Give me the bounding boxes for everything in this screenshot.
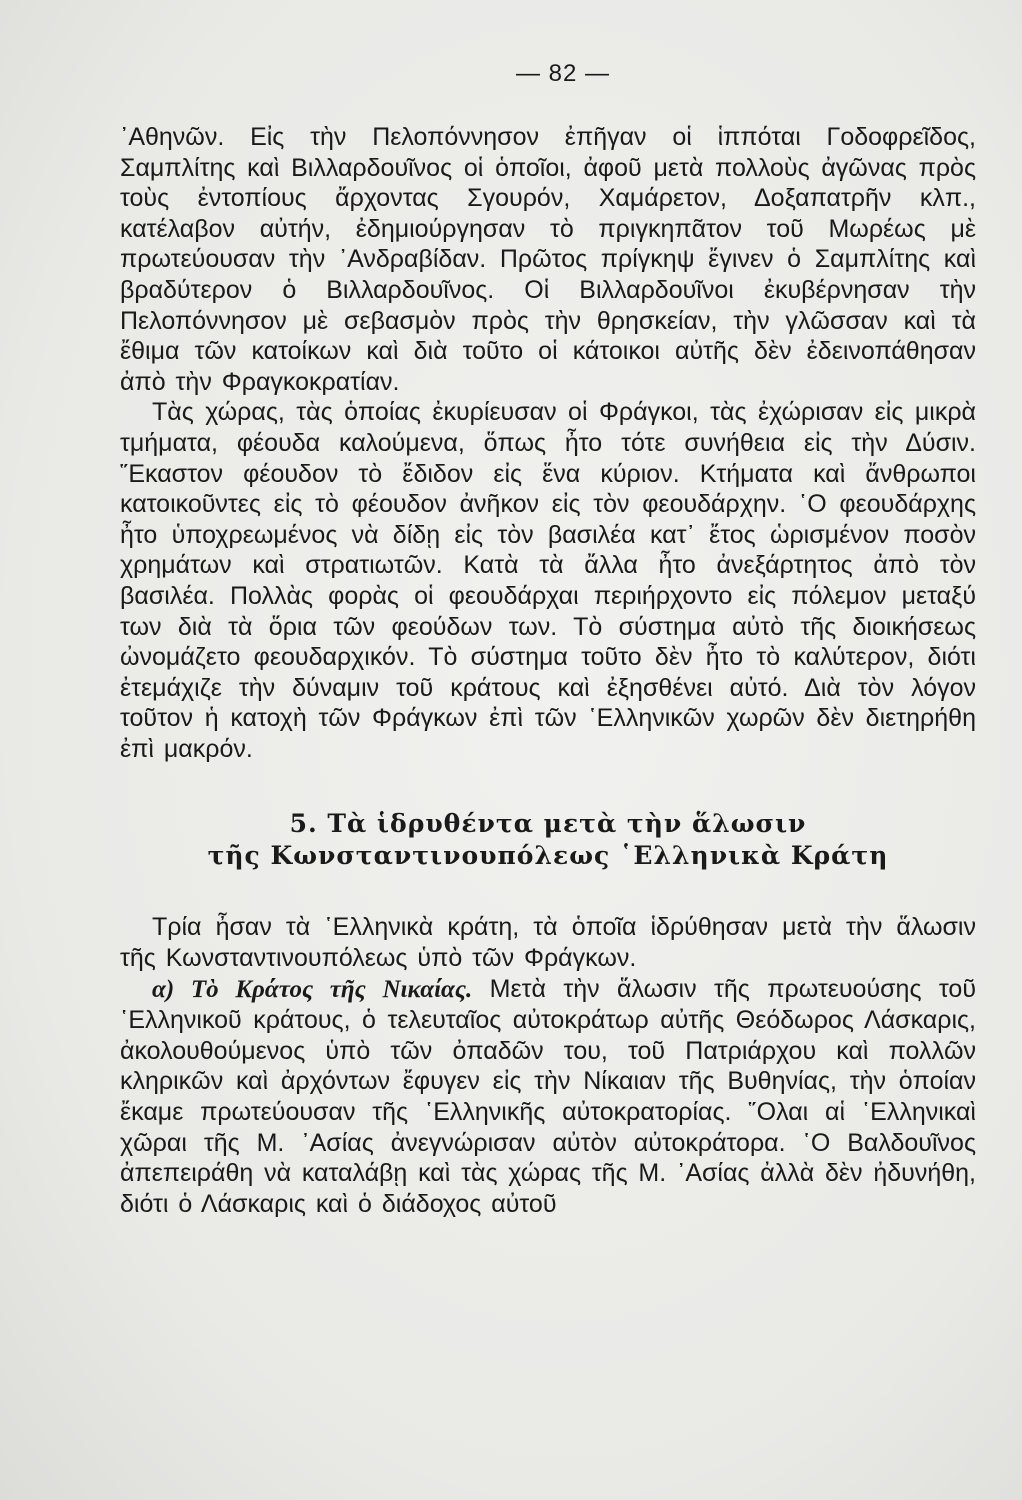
paragraph-athens-peloponnese: ᾿Αθηνῶν. Εἰς τὴν Πελοπόννησον ἐπῆγαν οἱ ἱππόται Γοδοφρεῖδος, Σαμπλίτης καὶ Βιλλαρδουῖνος οἱ ὁποῖοι, ἀφοῦ μετὰ πολλοὺς ἀγῶνας πρὸς τοὺς ἐντοπίους ἄρχοντας Σγουρόν, Χαμάρετον, Δοξαπατρῆν κλπ., κατέλαβον αὐτήν, ἐδημιούργησαν τὸ πριγκηπᾶτον τοῦ Μωρέως μὲ πρωτεύουσαν τὴν ᾿Ανδραβίδαν. Πρῶτος πρίγκηψ ἔγινεν ὁ Σαμπλίτης καὶ βραδύτερον ὁ Βιλλαρδουῖνος. Οἱ Βιλλαρδουῖνοι ἐκυβέρνησαν τὴν Πελοπόννησον μὲ σεβασμὸν πρὸς τὴν θρησκείαν, τὴν γλῶσσαν καὶ τὰ ἔθιμα τῶν κατοίκων καὶ διὰ τοῦτο οἱ κάτοικοι αὐτῆς δὲν ἐδεινοπάθησαν ἀπὸ τὴν Φραγκοκρατίαν.: [120, 123, 976, 396]
section-heading-line-1: 5. Τὰ ἱδρυθέντα μετὰ τὴν ἅλωσιν: [289, 809, 807, 839]
paragraph-feudal-system: Τὰς χώρας, τὰς ὁποίας ἐκυρίευσαν οἱ Φράγκοι, τὰς ἐχώρισαν εἰς μικρὰ τμήματα, φέουδα καλούμενα, ὅπως ἦτο τότε συνήθεια εἰς τὴν Δύσιν. ῞Εκαστον φέουδον τὸ ἔδιδον εἰς ἕνα κύριον. Κτήματα καὶ ἄνθρωποι κατοικοῦντες εἰς τὸ φέουδον ἀνῆκον εἰς τὸν φεουδάρχην. ῾Ο φεουδάρχης ἦτο ὑποχρεωμένος νὰ δίδῃ εἰς τὸν βασιλέα κατ᾿ ἔτος ὡρισμένον ποσὸν χρημάτων καὶ στρατιωτῶν. Κατὰ τὰ ἄλλα ἦτο ἀνεξάρτητος ἀπὸ τὸν βασιλέα. Πολλὰς φορὰς οἱ φεουδάρχαι περιήρχοντο εἰς πόλεμον μεταξύ των διὰ τὰ ὅρια τῶν φεούδων των. Τὸ σύστημα αὐτὸ τῆς διοικήσεως ὠνομάζετο φεουδαρχικόν. Τὸ σύστημα τοῦτο δὲν ἦτο τὸ καλύτερον, διότι ἐτεμάχιζε τὴν δύναμιν τοῦ κράτους καὶ ἐξησθένει αὐτό. Διὰ τὸν λόγον τοῦτον ἡ κατοχὴ τῶν Φράγκων ἐπὶ τῶν ῾Ελληνικῶν χωρῶν δὲν διετηρήθη ἐπὶ μακρόν.: [120, 398, 976, 763]
page-number: — 82 —: [515, 60, 611, 87]
paragraph-three-states: Τρία ἦσαν τὰ ῾Ελληνικὰ κράτη, τὰ ὁποῖα ἱδρύθησαν μετὰ τὴν ἅλωσιν τῆς Κωνσταντινουπόλεως ὑπὸ τῶν Φράγκων.: [120, 913, 976, 973]
subsection-text-nicaea: Μετὰ τὴν ἅλωσιν τῆς πρωτευούσης τοῦ ῾Ελληνικοῦ κράτους, ὁ τελευταῖος αὐτοκράτωρ αὐτῆς Θεόδωρος Λάσκαρις, ἀκολουθούμενος ὑπὸ τῶν ὀπαδῶν του, τοῦ Πατριάρχου καὶ πολλῶν κληρικῶν καὶ ἀρχόντων ἔφυγεν εἰς τὴν Νίκαιαν τῆς Βυθηνίας, τὴν ὁποίαν ἔκαμε πρωτεύουσαν τῆς ῾Ελληνικῆς αὐτοκρατορίας. ῞Ολαι αἱ ῾Ελληνικαὶ χῶραι τῆς Μ. ᾿Ασίας ἀνεγνώρισαν αὐτὸν αὐτοκράτορα. ῾Ο Βαλδουῖνος ἀπεπειράθη νὰ καταλάβῃ καὶ τὰς χώρας τῆς Μ. ᾿Ασίας ἀλλὰ δὲν ἠδυνήθη, διότι ὁ Λάσκαρις καὶ ὁ διάδοχος αὐτοῦ: [120, 974, 976, 1218]
subsection-title-nicaea: α) Τὸ Κράτος τῆς Νικαίας.: [152, 975, 473, 1003]
paragraph-nicaea: [120, 974, 976, 1220]
section-heading-line-2: τῆς Κωνσταντινουπόλεως ῾Ελληνικὰ Κράτη: [207, 841, 889, 871]
section-heading: [120, 808, 976, 872]
